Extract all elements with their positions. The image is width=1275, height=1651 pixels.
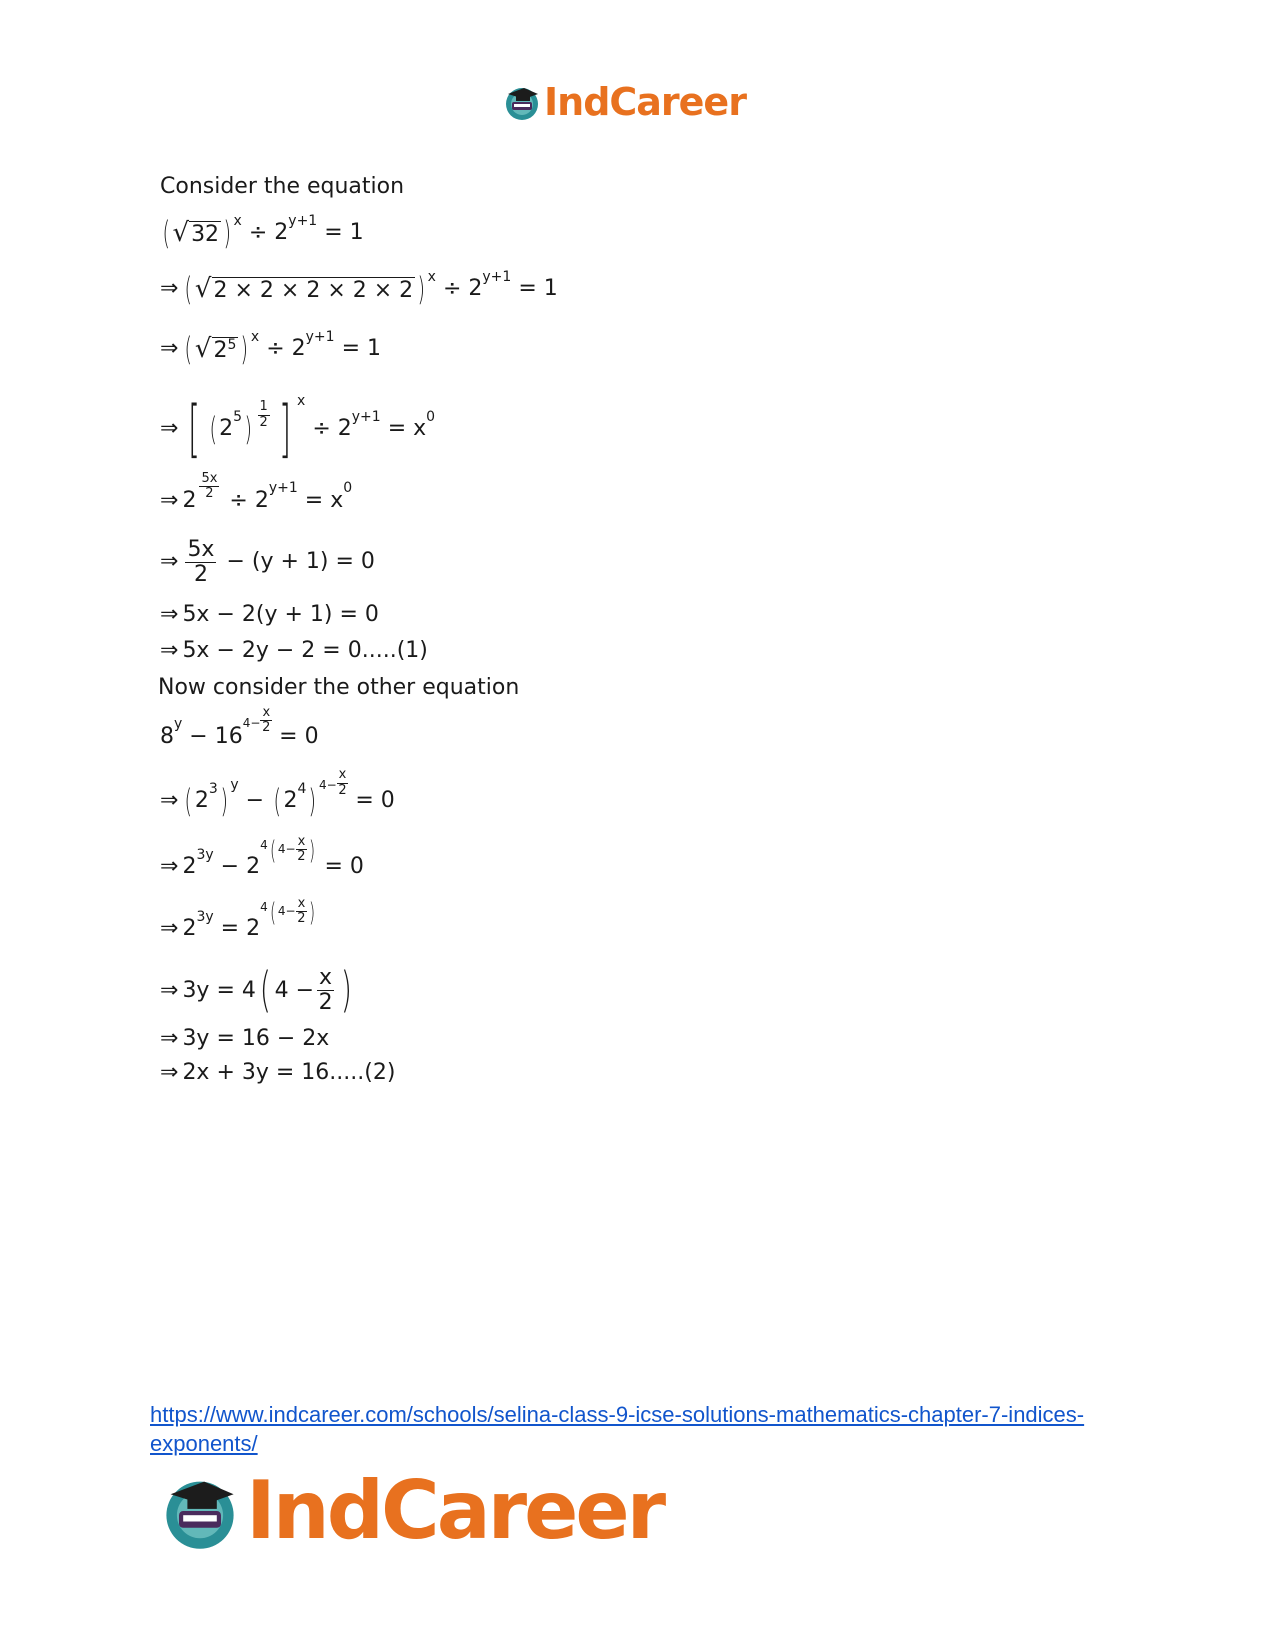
equation-line-11: ⇒ 2 3y − 2 4 ( 4− $\frac{x}{2}$ ) = 0 xyxy=(160,833,364,880)
equation-line-8: ⇒ 5x − 2y − 2 = 0.....(1) xyxy=(160,638,428,663)
logo-text: IndCareer xyxy=(246,1464,664,1557)
equation-line-6: ⇒ $\frac{5x}{2}$ − (y + 1) = 0 xyxy=(160,537,375,588)
source-url-line-1[interactable]: https://www.indcareer.com/schools/selina-class-9-icse-solutions-mathematics-chapter-7-indices- xyxy=(150,1402,1085,1427)
equation-line-13: ⇒ 3y = 4 ( 4 − $\frac{x}{2}$ ) xyxy=(160,962,353,1018)
source-url-link[interactable] xyxy=(150,1400,1140,1458)
equation-line-15: ⇒ 2x + 3y = 16.....(2) xyxy=(160,1060,396,1085)
intro-text-2: Now consider the other equation xyxy=(158,675,520,700)
equation-line-4: ⇒ [ ( 2 5 ) $\frac{1}{2}$ ] x ÷ 2 y+1 = x 0 xyxy=(160,392,436,465)
equation-line-1: ( √ 32 ) x ÷ 2 y+1 = 1 xyxy=(162,212,364,252)
equation-line-12: ⇒ 2 3y = 2 4 ( 4− $\frac{x}{2}$ ) xyxy=(160,895,316,942)
graduation-cap-globe-icon xyxy=(502,82,542,122)
equation-line-9: 8 y − 16 4− $\frac{x}{2}$ = 0 xyxy=(160,705,319,749)
equation-line-5: ⇒ 2 $\frac{5x}{2}$ ÷ 2 y+1 = x 0 xyxy=(160,471,353,513)
indcareer-logo-footer xyxy=(158,1464,663,1557)
equation-line-10: ⇒ ( 2 3 ) y − ( 2 4 ) 4− $\frac{x}{2}$ = 0 xyxy=(160,767,395,820)
equation-line-3: ⇒ ( √ $2^5$ ) x ÷ 2 y+1 = 1 xyxy=(160,328,382,368)
indcareer-logo-header xyxy=(502,80,746,124)
graduation-cap-globe-icon xyxy=(158,1469,242,1553)
source-url-line-2[interactable]: exponents/ xyxy=(150,1431,258,1456)
intro-text: Consider the equation xyxy=(160,174,405,199)
logo-text: IndCareer xyxy=(544,80,746,124)
equation-line-2: ⇒ ( √ 2 × 2 × 2 × 2 × 2 ) x ÷ 2 y+1 = 1 xyxy=(160,268,558,308)
equation-line-14: ⇒ 3y = 16 − 2x xyxy=(160,1026,330,1051)
equation-line-7: ⇒ 5x − 2(y + 1) = 0 xyxy=(160,602,379,627)
